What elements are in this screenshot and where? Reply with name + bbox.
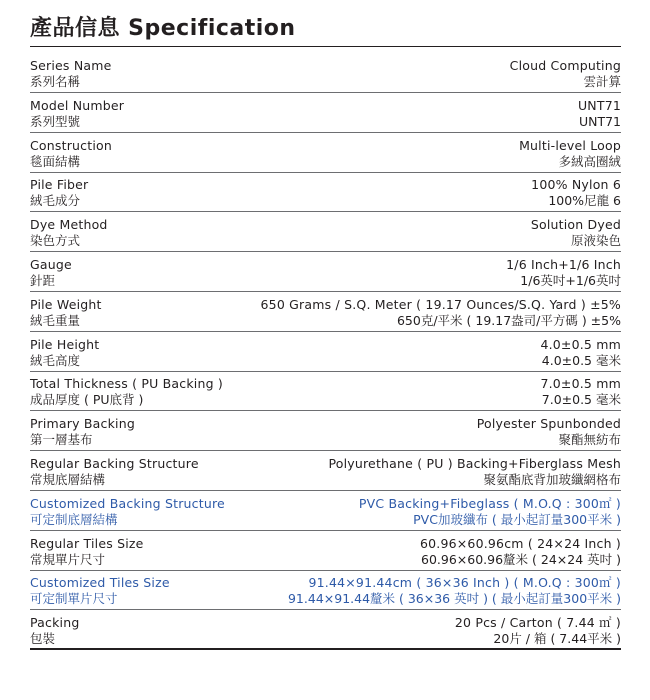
spec-row	[30, 55, 621, 93]
spec-value-zh: 多絨高圈絨	[558, 153, 621, 169]
spec-row	[30, 174, 621, 212]
spec-value	[519, 138, 621, 170]
spec-label	[30, 575, 170, 607]
spec-label	[30, 376, 223, 408]
spec-label-zh: 絨毛成分	[30, 193, 81, 209]
spec-label-en: Gauge	[30, 256, 72, 272]
spec-row	[30, 214, 621, 252]
spec-label-zh: 可定制底層結構	[30, 511, 118, 527]
spec-label	[30, 536, 144, 568]
spec-label-en: Pile Height	[30, 336, 100, 352]
spec-value	[531, 217, 621, 249]
spec-label-zh: 針距	[30, 272, 56, 288]
spec-value-en: Cloud Computing	[509, 58, 621, 73]
spec-label	[30, 456, 199, 488]
spec-value-en: 1/6 Inch+1/6 Inch	[506, 256, 621, 272]
spec-label-en: Construction	[30, 137, 112, 153]
spec-row	[30, 254, 621, 292]
spec-value	[540, 376, 621, 408]
spec-value	[578, 98, 621, 130]
spec-value-en: Polyurethane ( PU ) Backing+Fiberglass Mesh	[328, 455, 621, 471]
spec-value	[420, 536, 621, 568]
spec-value-en: 650 Grams / S.Q. Meter ( 19.17 Ounces/S.Q. Yard ) ±5%	[260, 296, 621, 312]
spec-row	[30, 612, 621, 650]
spec-label-en: Packing	[30, 615, 80, 631]
spec-label-zh: 第一層基布	[30, 432, 93, 448]
spec-value-en: 91.44×91.44cm ( 36×36 Inch ) ( M.O.Q : 300㎡ )	[308, 575, 621, 591]
spec-value	[328, 456, 621, 488]
spec-label-zh: 絨毛重量	[30, 312, 81, 328]
spec-label-zh: 包裝	[30, 631, 56, 647]
spec-sheet	[30, 12, 621, 652]
spec-label	[30, 98, 124, 130]
spec-label-en: Model Number	[30, 97, 125, 113]
spec-value-zh: 原液染色	[570, 233, 621, 249]
spec-label	[30, 177, 88, 209]
spec-row	[30, 334, 621, 372]
spec-value-zh: 4.0±0.5 毫米	[541, 352, 621, 368]
page-title: 產品信息 Specification	[30, 16, 296, 41]
spec-label-en: Customized Backing Structure	[30, 495, 225, 511]
spec-value-zh: 聚氨酯底背加玻纖網格布	[483, 471, 621, 487]
spec-value-en: 20 Pcs / Carton ( 7.44 ㎡ )	[454, 615, 621, 631]
spec-value-zh: 100%尼龍 6	[548, 193, 621, 209]
spec-label-zh: 可定制單片尺寸	[30, 591, 118, 607]
spec-label	[30, 138, 112, 170]
spec-label-en: Pile Weight	[30, 296, 102, 312]
spec-label	[30, 496, 225, 528]
spec-value-zh: 650克/平米 ( 19.17盎司/平方碼 ) ±5%	[396, 312, 621, 328]
spec-label	[30, 58, 112, 90]
spec-row	[30, 373, 621, 411]
title-divider	[30, 46, 621, 47]
spec-value-zh: UNT71	[578, 113, 621, 129]
spec-label-zh: 常規單片尺寸	[30, 551, 106, 567]
spec-label	[30, 257, 72, 289]
spec-value	[455, 615, 621, 647]
spec-row	[30, 413, 621, 451]
spec-value-en: UNT71	[577, 97, 621, 113]
spec-label	[30, 615, 79, 647]
spec-value	[359, 496, 621, 528]
spec-value	[506, 257, 621, 289]
spec-row	[30, 453, 621, 491]
spec-value-en: PVC Backing+Fibeglass ( M.O.Q : 300㎡ )	[358, 495, 621, 511]
spec-label	[30, 416, 135, 448]
spec-row	[30, 294, 621, 332]
spec-value-zh: 7.0±0.5 毫米	[541, 392, 621, 408]
spec-label-zh: 染色方式	[30, 233, 81, 249]
spec-label-zh: 常規底層結構	[30, 471, 106, 487]
spec-label-en: Regular Tiles Size	[30, 535, 144, 551]
spec-label	[30, 337, 99, 369]
spec-value-zh: 91.44×91.44釐米 ( 36×36 英吋 ) ( 最小起訂量300平米 )	[287, 591, 621, 607]
spec-value-zh: 聚酯無紡布	[558, 432, 621, 448]
spec-label-zh: 絨毛高度	[30, 352, 81, 368]
spec-value	[531, 177, 621, 209]
spec-label-en: Total Thickness ( PU Backing )	[30, 376, 223, 392]
spec-value-zh: 1/6英吋+1/6英吋	[520, 272, 621, 288]
spec-value	[510, 58, 621, 90]
spec-label-zh: 系列型號	[30, 113, 81, 129]
spec-label-en: Primary Backing	[30, 416, 135, 432]
spec-value-zh: PVC加玻纖布 ( 最小起訂量300平米 )	[413, 511, 621, 527]
spec-value	[288, 575, 621, 607]
spec-value-en: Solution Dyed	[530, 217, 621, 233]
spec-value-en: Polyester Spunbonded	[476, 416, 621, 432]
spec-row	[30, 572, 621, 610]
spec-row	[30, 533, 621, 571]
spec-label-en: Regular Backing Structure	[30, 455, 199, 471]
spec-label	[30, 297, 102, 329]
spec-value-zh: 60.96×60.96釐米 ( 24×24 英吋 )	[421, 551, 621, 567]
spec-table	[30, 55, 621, 650]
spec-label-zh: 成品厚度 ( PU底背 )	[30, 392, 144, 408]
spec-value	[477, 416, 621, 448]
spec-label	[30, 217, 108, 249]
spec-value-en: 100% Nylon 6	[531, 177, 621, 193]
spec-value-en: Multi-level Loop	[519, 137, 621, 153]
spec-row	[30, 135, 621, 173]
spec-value-en: 7.0±0.5 mm	[540, 376, 621, 392]
spec-value-en: 60.96×60.96cm ( 24×24 Inch )	[419, 535, 621, 551]
spec-row	[30, 95, 621, 133]
spec-label-en: Dye Method	[30, 217, 108, 233]
spec-label-zh: 毯面結構	[30, 153, 81, 169]
spec-value	[261, 297, 621, 329]
spec-value-zh: 雲計算	[583, 74, 621, 89]
spec-label-zh: 系列名稱	[30, 74, 81, 89]
spec-row	[30, 493, 621, 531]
spec-value-en: 4.0±0.5 mm	[540, 336, 621, 352]
spec-label-en: Series Name	[30, 58, 112, 73]
spec-label-en: Pile Fiber	[30, 177, 89, 193]
spec-label-en: Customized Tiles Size	[30, 575, 170, 591]
spec-value-zh: 20片 / 箱 ( 7.44平米 )	[493, 631, 621, 647]
spec-value	[540, 337, 621, 369]
